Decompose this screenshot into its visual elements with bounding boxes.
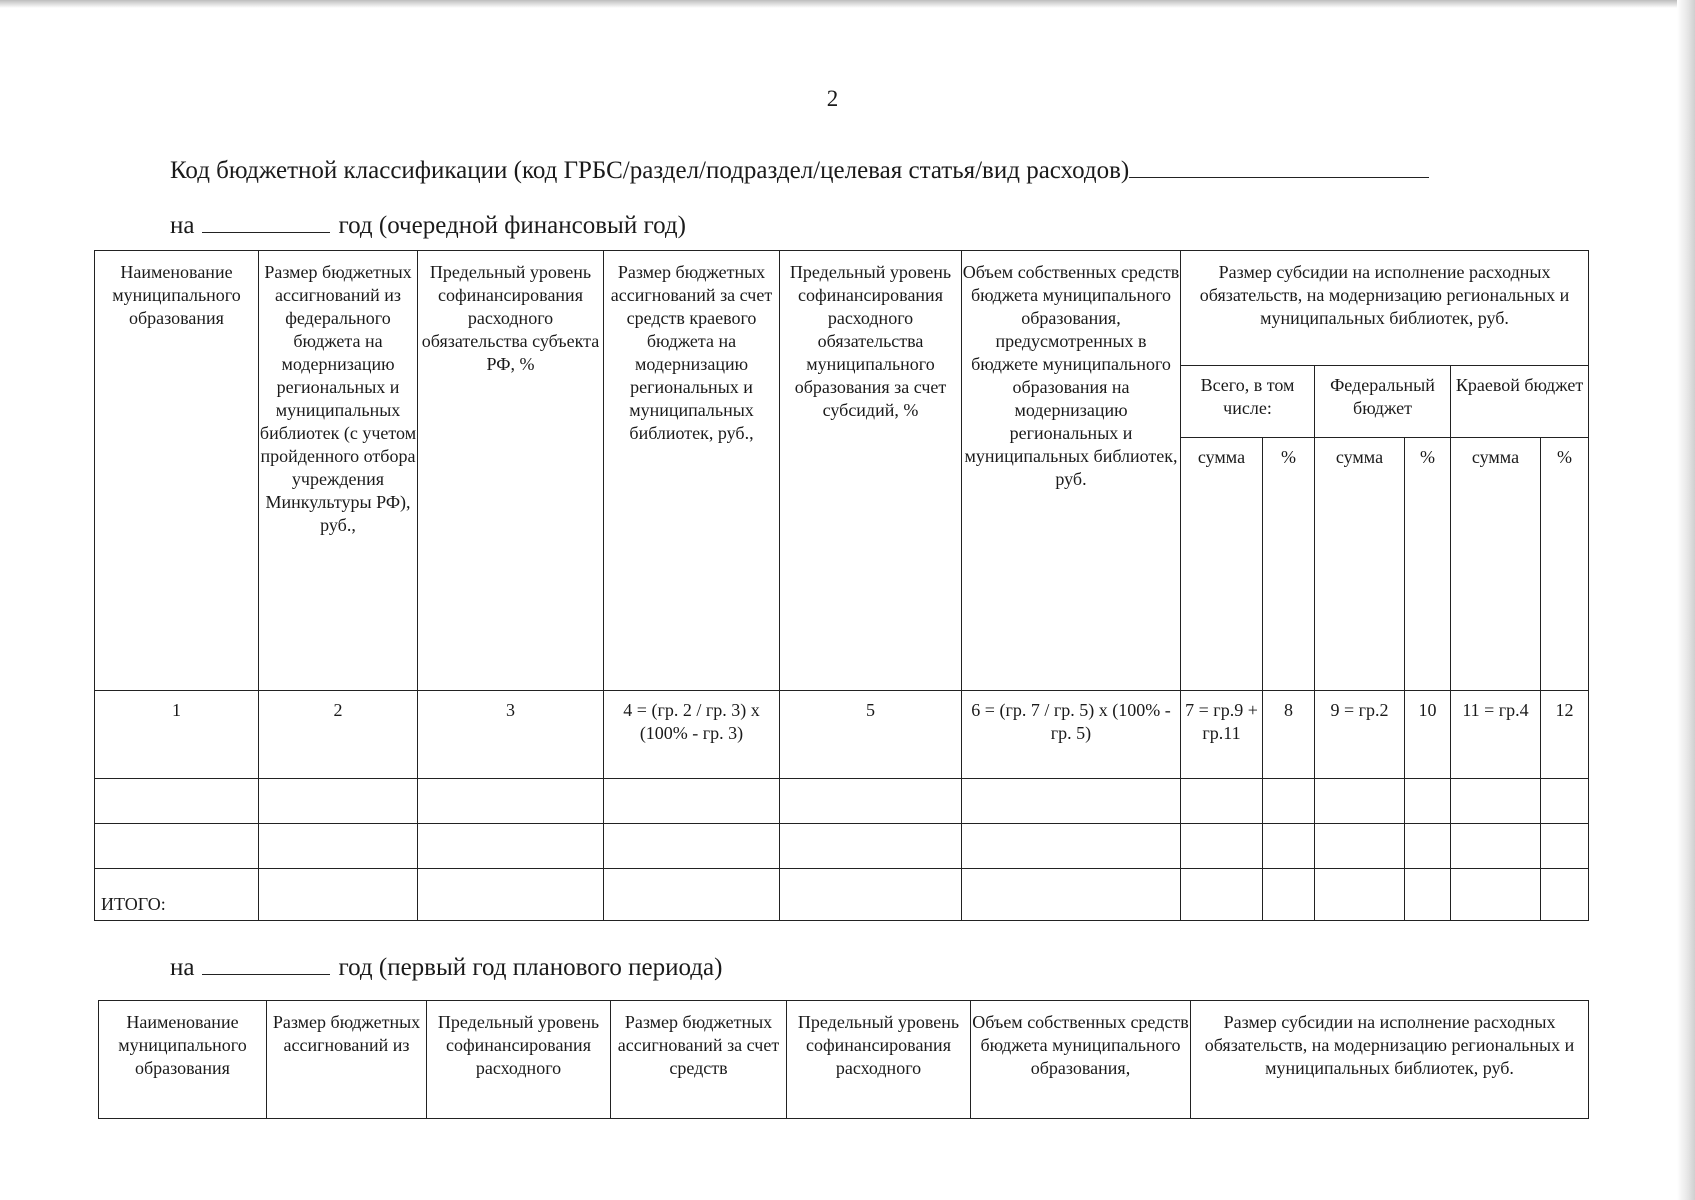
header-sub-federal: Федеральный бюджет [1315,366,1451,438]
header-row-1 [99,1001,1589,1119]
colnum-12: 12 [1541,691,1589,779]
table-cell[interactable] [1315,824,1405,869]
header-municipality: Наименование муниципального образования [95,251,259,691]
header-subsidy-group: Размер субсидии на исполнение расходных обязательств, на модернизацию региональных и муниципальных библиотек, руб. [1191,1001,1589,1119]
total-label: ИТОГО: [95,869,259,921]
header-own-funds: Объем собственных средств бюджета муниципального образования, [971,1001,1191,1119]
table-cell[interactable] [780,779,962,824]
section1-year-blank[interactable] [202,210,330,233]
table-cell[interactable] [1263,869,1315,921]
scan-edge-right [1677,0,1695,1200]
table-cell[interactable] [1451,779,1541,824]
header-pct-federal: % [1405,438,1451,691]
colnum-7: 7 = гр.9 + гр.11 [1181,691,1263,779]
column-number-row [95,691,1589,779]
table-cell[interactable] [1315,869,1405,921]
scan-edge-top [0,0,1695,8]
colnum-3: 3 [418,691,604,779]
header-federal-allocations: Размер бюджетных ассигнований из федерального бюджета на модернизацию региональных и муниципальных библиотек (с учетом пройденного отбора учреждения Минкультуры РФ), руб., [259,251,418,691]
table-cell[interactable] [1405,869,1451,921]
colnum-6: 6 = (гр. 7 / гр. 5) х (100% - гр. 5) [962,691,1181,779]
total-row [95,869,1589,921]
table-first-planning-year [98,1000,1589,1119]
table-cell[interactable] [1541,824,1589,869]
table-current-year [94,250,1589,921]
header-sub-total: Всего, в том числе: [1181,366,1315,438]
page-number: 2 [826,86,839,111]
budget-code-blank[interactable] [1129,155,1429,178]
table-cell[interactable] [1541,869,1589,921]
header-cofinancing-subject: Предельный уровень софинансирования расходного [427,1001,611,1119]
colnum-4: 4 = (гр. 2 / гр. 3) х (100% - гр. 3) [604,691,780,779]
table-cell[interactable] [1181,869,1263,921]
section1-prefix: на [170,212,195,239]
table-cell[interactable] [780,869,962,921]
colnum-11: 11 = гр.4 [1451,691,1541,779]
header-municipality: Наименование муниципального образования [99,1001,267,1119]
table-row [95,824,1589,869]
header-regional-allocations: Размер бюджетных ассигнований за счет средств краевого бюджета на модернизацию региональных и муниципальных библиотек, руб., [604,251,780,691]
table-cell[interactable] [1315,779,1405,824]
table-cell[interactable] [1405,779,1451,824]
colnum-8: 8 [1263,691,1315,779]
table-cell[interactable] [259,869,418,921]
table-cell[interactable] [962,779,1181,824]
colnum-2: 2 [259,691,418,779]
table-cell[interactable] [418,779,604,824]
table-cell[interactable] [1181,779,1263,824]
table-cell[interactable] [962,824,1181,869]
table-cell[interactable] [259,779,418,824]
header-pct-total: % [1263,438,1315,691]
table-cell[interactable] [95,824,259,869]
header-cofinancing-municipal: Предельный уровень софинансирования расходного обязательства муниципального образования за счет субсидий, % [780,251,962,691]
section1-suffix: год (очередной финансовый год) [338,212,686,239]
header-own-funds: Объем собственных средств бюджета муниципального образования, предусмотренных в бюджете муниципального образования на модернизацию региональных и муниципальных библиотек, руб. [962,251,1181,691]
section2-year-blank[interactable] [202,952,330,975]
table-cell[interactable] [1541,779,1589,824]
budget-code-label: Код бюджетной классификации (код ГРБС/раздел/подраздел/целевая статья/вид расходов) [170,157,1130,184]
section2-suffix: год (первый год планового периода) [338,954,723,981]
table-cell[interactable] [95,779,259,824]
header-sum-regional: сумма [1451,438,1541,691]
header-sum-total: сумма [1181,438,1263,691]
header-federal-allocations: Размер бюджетных ассигнований из [267,1001,427,1119]
header-sum-federal: сумма [1315,438,1405,691]
table-cell[interactable] [1263,824,1315,869]
table-cell[interactable] [780,824,962,869]
table-cell[interactable] [1405,824,1451,869]
table-cell[interactable] [259,824,418,869]
header-row-1 [95,251,1589,366]
table-cell[interactable] [418,824,604,869]
table-cell[interactable] [1451,824,1541,869]
table-cell[interactable] [604,869,780,921]
table-cell[interactable] [1451,869,1541,921]
section2-heading [170,952,722,982]
header-pct-regional: % [1541,438,1589,691]
table-cell[interactable] [604,779,780,824]
header-cofinancing-municipal: Предельный уровень софинансирования расходного [787,1001,971,1119]
header-regional-allocations: Размер бюджетных ассигнований за счет средств [611,1001,787,1119]
colnum-9: 9 = гр.2 [1315,691,1405,779]
colnum-10: 10 [1405,691,1451,779]
section2-prefix: на [170,954,195,981]
header-cofinancing-subject: Предельный уровень софинансирования расходного обязательства субъекта РФ, % [418,251,604,691]
budget-code-line [170,155,1429,185]
section1-heading [170,210,686,240]
table-row [95,779,1589,824]
colnum-5: 5 [780,691,962,779]
table-cell[interactable] [1181,824,1263,869]
table-cell[interactable] [418,869,604,921]
header-sub-regional: Краевой бюджет [1451,366,1589,438]
table-cell[interactable] [1263,779,1315,824]
header-subsidy-group: Размер субсидии на исполнение расходных обязательств, на модернизацию региональных и муниципальных библиотек, руб. [1181,251,1589,366]
colnum-1: 1 [95,691,259,779]
table-cell[interactable] [962,869,1181,921]
table-cell[interactable] [604,824,780,869]
